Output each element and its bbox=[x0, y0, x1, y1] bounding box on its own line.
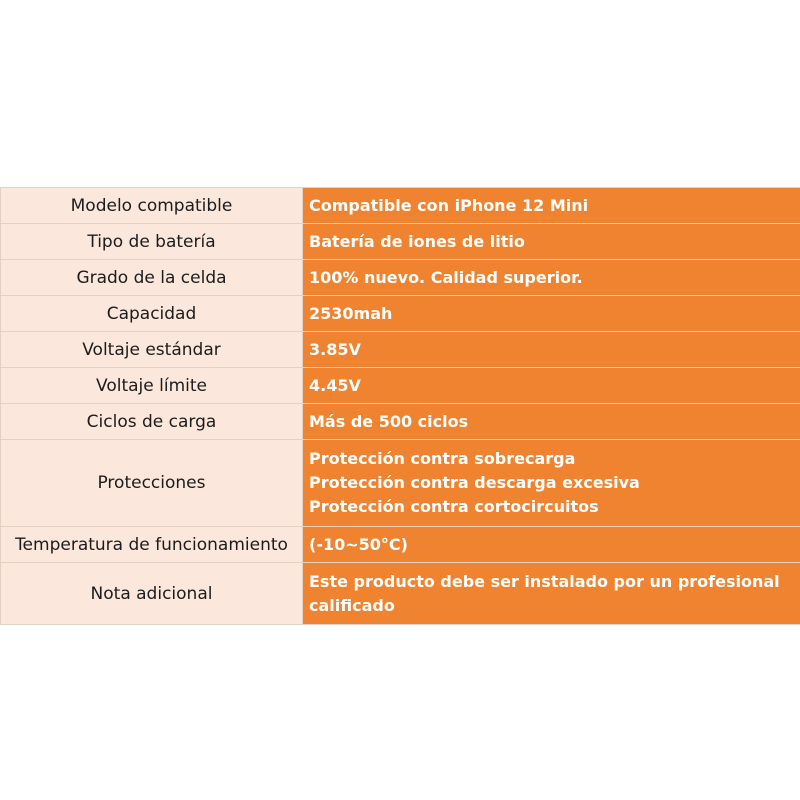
spec-row-capacity bbox=[1, 296, 800, 332]
spec-value-line: calificado bbox=[309, 595, 395, 615]
spec-label: Temperatura de funcionamiento bbox=[1, 527, 303, 563]
spec-row-charge-cycles bbox=[1, 404, 800, 440]
spec-row-battery-type bbox=[1, 224, 800, 260]
spec-value bbox=[303, 260, 800, 296]
spec-value-line: Protección contra descarga excesiva bbox=[309, 473, 640, 492]
spec-label: Grado de la celda bbox=[1, 260, 303, 296]
spec-value-line: Más de 500 ciclos bbox=[309, 411, 469, 431]
spec-label: Ciclos de carga bbox=[1, 404, 303, 440]
spec-value-line: Batería de iones de litio bbox=[309, 231, 525, 251]
spec-row-compatible-model bbox=[1, 188, 800, 224]
spec-table bbox=[0, 187, 800, 625]
spec-label: Tipo de batería bbox=[1, 224, 303, 260]
spec-label: Capacidad bbox=[1, 296, 303, 332]
spec-value bbox=[303, 332, 800, 368]
spec-value bbox=[303, 563, 800, 625]
spec-value-line: (-10~50°C) bbox=[309, 534, 408, 554]
spec-label: Modelo compatible bbox=[1, 188, 303, 224]
spec-value-line: Protección contra sobrecarga bbox=[309, 449, 576, 468]
spec-row-standard-voltage bbox=[1, 332, 800, 368]
spec-label: Voltaje estándar bbox=[1, 332, 303, 368]
spec-label: Protecciones bbox=[1, 440, 303, 527]
spec-value-line: 4.45V bbox=[309, 375, 361, 395]
spec-row-additional-note bbox=[1, 563, 800, 625]
spec-value bbox=[303, 296, 800, 332]
spec-row-protections bbox=[1, 440, 800, 527]
spec-value-line: 100% nuevo. Calidad superior. bbox=[309, 267, 583, 287]
spec-value-line: Protección contra cortocircuitos bbox=[309, 497, 599, 516]
spec-value bbox=[303, 440, 800, 527]
spec-value bbox=[303, 368, 800, 404]
spec-row-cell-grade bbox=[1, 260, 800, 296]
spec-label: Nota adicional bbox=[1, 563, 303, 625]
spec-row-operating-temperature bbox=[1, 527, 800, 563]
spec-value bbox=[303, 188, 800, 224]
spec-value bbox=[303, 404, 800, 440]
spec-value bbox=[303, 224, 800, 260]
spec-row-limit-voltage bbox=[1, 368, 800, 404]
spec-value-line: 3.85V bbox=[309, 339, 361, 359]
spec-label: Voltaje límite bbox=[1, 368, 303, 404]
spec-value bbox=[303, 527, 800, 563]
spec-value-line: Compatible con iPhone 12 Mini bbox=[309, 195, 589, 215]
spec-value-line: 2530mah bbox=[309, 303, 393, 323]
spec-value-line: Este producto debe ser instalado por un profesional bbox=[309, 571, 780, 591]
